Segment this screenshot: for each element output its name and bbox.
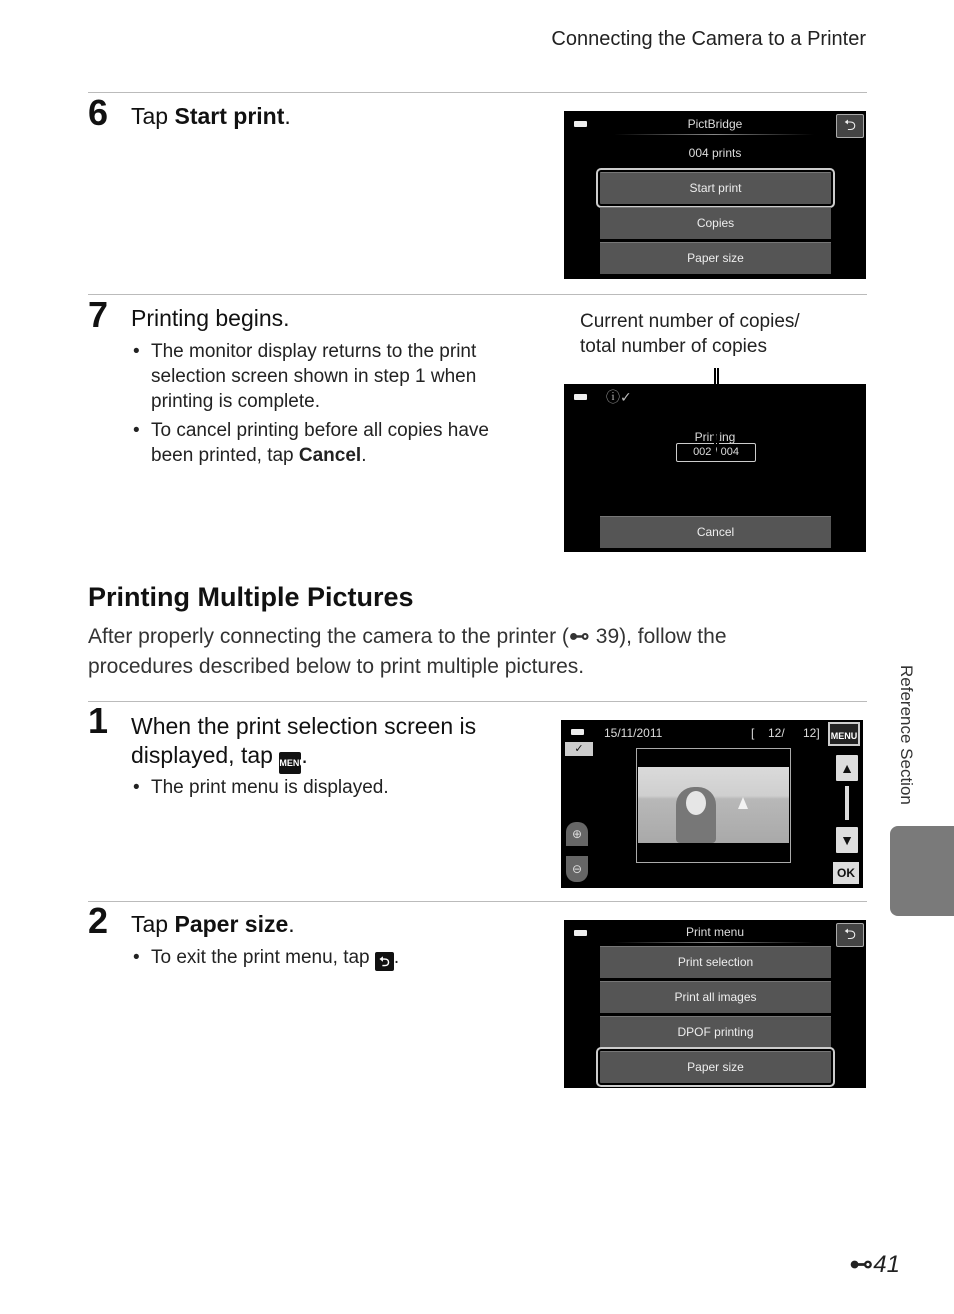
divider [88, 294, 867, 295]
step-number: 7 [88, 294, 109, 335]
sailboat [738, 797, 748, 809]
copies-counter: 002 / 004 [676, 443, 756, 462]
scroll-down-icon[interactable]: ▼ [836, 827, 858, 853]
print-menu-screen [564, 920, 866, 1088]
bullet-item: • The print menu is displayed. [131, 775, 501, 800]
menu-icon[interactable]: MENU [828, 722, 860, 746]
step-title: When the print selection screen is displayed, tap MENU. [131, 712, 511, 774]
bullet-item: • To cancel printing before all copies have been printed, tap Cancel. [131, 418, 501, 468]
prints-count: 004 prints [688, 146, 742, 160]
step-title: Printing begins. [131, 305, 290, 331]
portrait-face [686, 791, 706, 815]
menu-icon: MENU [279, 752, 301, 774]
reference-icon: ⊷ [568, 625, 590, 648]
step-title: Tap Start print. [131, 103, 291, 129]
step-bullets [131, 775, 501, 804]
callout-leader [714, 368, 719, 460]
page-number: ⊷41 [849, 1251, 900, 1278]
cancel-button[interactable]: Cancel [600, 516, 831, 548]
running-header: Connecting the Camera to a Printer [551, 28, 866, 50]
step-number: 6 [88, 92, 109, 133]
divider [88, 92, 867, 93]
back-arrow-icon: ⮌ [375, 952, 394, 971]
image-total: 12] [803, 726, 820, 740]
divider [88, 701, 867, 702]
ok-icon[interactable]: OK [833, 862, 859, 884]
pictbridge-screen [564, 111, 866, 279]
paper-size-button[interactable]: Paper size [600, 1051, 831, 1083]
step-title: Tap Paper size. [131, 911, 295, 937]
section-title: Printing Multiple Pictures [88, 582, 414, 612]
reference-icon: ⊷ [849, 1251, 874, 1278]
print-all-images-button[interactable]: Print all images [600, 981, 831, 1013]
start-print-button[interactable]: Start print [600, 172, 831, 204]
pictbridge-icon: ✓ [565, 742, 593, 756]
step-bullets [131, 945, 501, 975]
zoom-out-icon[interactable]: ⊖ [566, 856, 588, 882]
zoom-in-icon[interactable]: ⊕ [566, 822, 588, 846]
screen-title: Print menu [685, 925, 745, 939]
step-bullets [131, 339, 501, 472]
counter-open: [ [751, 726, 755, 740]
back-arrow-icon[interactable]: ⮌ [836, 114, 864, 138]
title-underline [614, 942, 814, 943]
battery-icon [571, 729, 584, 735]
print-selection-screen [561, 720, 863, 888]
bullet-item: • The monitor display returns to the print selection screen shown in step 1 when printing is complete. [131, 339, 501, 414]
step-number: 2 [88, 900, 109, 941]
title-underline [614, 134, 814, 135]
sidebar-label: Reference Section [897, 665, 916, 805]
bullet-item: • To exit the print menu, tap ⮌ . [131, 945, 501, 971]
battery-icon [574, 394, 587, 400]
printing-status: Printing [694, 430, 736, 444]
back-arrow-icon[interactable]: ⮌ [836, 923, 864, 947]
dpof-printing-button[interactable]: DPOF printing [600, 1016, 831, 1048]
scrollbar[interactable] [845, 786, 849, 820]
callout-label: Current number of copies/ total number of copies [580, 311, 800, 357]
step-number: 1 [88, 700, 109, 741]
photo-thumbnail [638, 767, 789, 843]
screen-title: PictBridge [687, 117, 743, 131]
sidebar-tab [890, 826, 954, 916]
scroll-up-icon[interactable]: ▲ [836, 755, 858, 781]
pictbridge-icon: ⓘ✓ [606, 389, 632, 405]
copies-button[interactable]: Copies [600, 207, 831, 239]
date-label: 15/11/2011 [604, 726, 663, 740]
thumbnail-frame[interactable] [636, 748, 791, 863]
print-selection-button[interactable]: Print selection [600, 946, 831, 978]
section-intro: After properly connecting the camera to the printer (⊷ 39), follow the procedures described below to print multiple pictures. [88, 625, 727, 678]
image-counter: 12/ [768, 726, 785, 740]
paper-size-button[interactable]: Paper size [600, 242, 831, 274]
divider [88, 901, 867, 902]
